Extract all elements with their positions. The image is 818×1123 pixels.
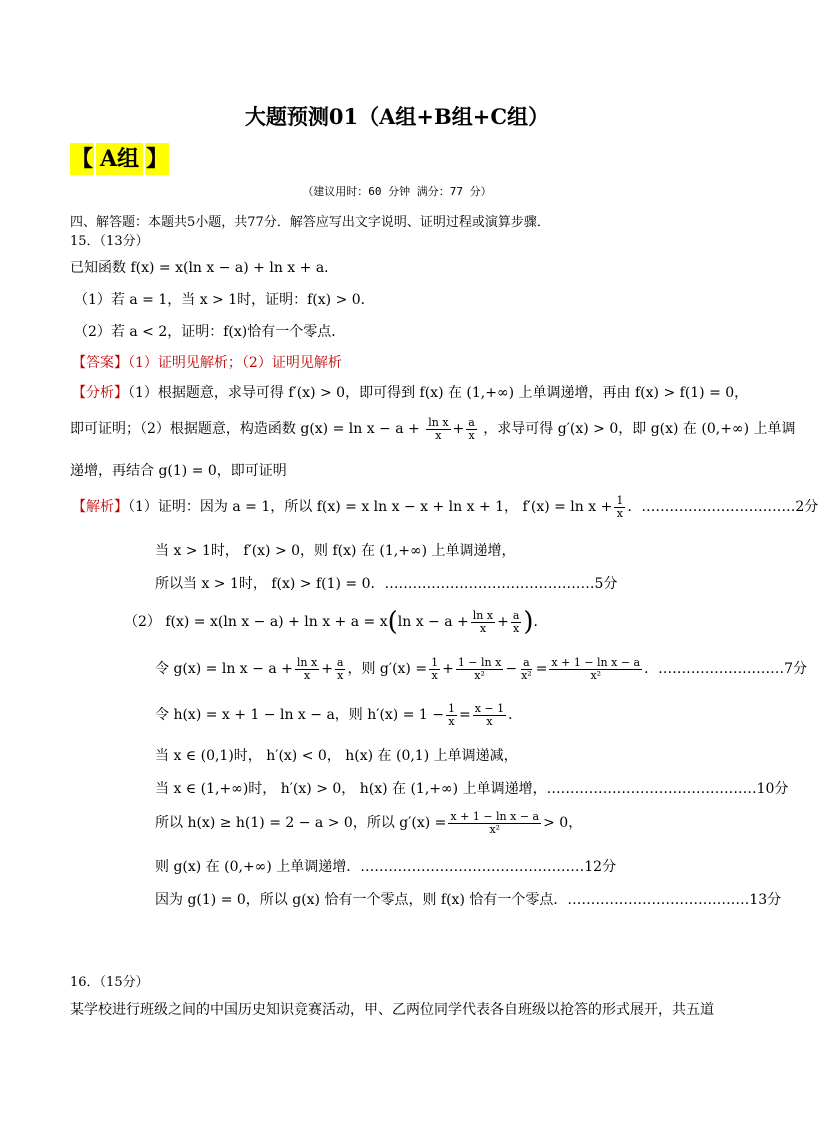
page-title: 大题预测01（A组+B组+C组）	[244, 104, 550, 129]
answer-text: （1）证明见解析；（2）证明见解析	[128, 355, 342, 371]
q16-stem: 某学校进行班级之间的中国历史知识竞赛活动，甲、乙两位同学代表各自班级以抢答的形式展开，共五道	[70, 1002, 714, 1018]
q15-stem: 已知函数 f(x) = x(ln x − a) + ln x + a．	[70, 260, 339, 276]
badge-bracket-right: 】	[145, 143, 169, 175]
group-a-badge	[70, 143, 169, 175]
badge-text: A组	[96, 143, 143, 175]
q15-part2: （2）若 a < 2，证明：f(x)恰有一个零点．	[74, 324, 346, 340]
solution-line-5: 令 g(x) = ln x − a + $\frac{\text{ln x}}{x}$ + $\frac{a}{x}$ ，则 g′(x) = $\frac{1}{x}$ + $\frac{\text{1 − ln x}}{\text{x²}}$ − $\frac{a}{\text{x²}}$ = $\frac{\text{x + 1 − ln x − a}}{\text{x²}}$ ．………………………7分	[155, 655, 808, 682]
analysis-line-2: 即可证明；（2）根据题意，构造函数 g(x) = ln x − a + $\frac{\text{ln x}}{x}$ + $\frac{a}{x}$ ，求导可得 g′(x) > 0，即 g(x) 在 (0,+∞) 上单调	[70, 415, 796, 442]
timing-note: （建议用时：60 分钟 满分：77 分）	[302, 185, 492, 198]
solution-line-1: 【解析】（1）证明：因为 a = 1，所以 f(x) = x ln x − x + ln x + 1， f′(x) = ln x + $\frac{1}{x}$ ．……………………………2分	[72, 493, 818, 520]
q15-part1: （1）若 a = 1，当 x > 1时，证明：f(x) > 0．	[74, 292, 375, 308]
analysis-text-2b: ，求导可得 g′(x) > 0，即 g(x) 在 (0,+∞) 上单调	[483, 421, 796, 437]
fraction: $\frac{a}{x}$	[336, 655, 344, 682]
solution-line-3: 所以当 x > 1时， f(x) > f(1) = 0．………………………………………5分	[155, 576, 618, 592]
solution-line-8: 当 x ∈ (1,+∞)时， h′(x) > 0， h(x) 在 (1,+∞) 上单调递增，………………………………………10分	[155, 781, 789, 797]
answer-line	[72, 352, 342, 372]
fraction: $\frac{\text{ln x}}{x}$	[296, 655, 318, 682]
score-dots: ．………………………7分	[644, 661, 808, 677]
fraction: $\frac{a}{x}$	[468, 415, 475, 442]
solution-line-2: 当 x > 1时， f′(x) > 0，则 f(x) 在 (1,+∞) 上单调递增，	[155, 543, 516, 559]
fraction: $\frac{\text{ln x}}{x}$	[428, 415, 449, 442]
analysis-text-2a: 即可证明；（2）根据题意，构造函数 g(x) = ln x − a +	[70, 421, 420, 437]
fraction: $\frac{\text{ln x}}{x}$	[472, 608, 494, 635]
fraction: $\frac{x - 1}{x}$	[474, 701, 505, 728]
fraction: $\frac{\text{x + 1 − ln x − a}}{\text{x²}}$	[551, 655, 641, 682]
fraction: $\frac{1}{x}$	[447, 701, 455, 728]
section-intro: 四、解答题：本题共5小题，共77分．解答应写出文字说明、证明过程或演算步骤．	[70, 215, 550, 230]
fraction: $\frac{\text{1 − ln x}}{\text{x²}}$	[457, 655, 502, 682]
analysis-line-1	[72, 382, 748, 402]
analysis-line-3: 递增，再结合 g(1) = 0，即可证明	[70, 463, 287, 479]
fraction: $\frac{a}{\text{x²}}$	[521, 655, 532, 682]
analysis-text-1: （1）根据题意，求导可得 f′(x) > 0，即可得到 f(x) 在 (1,+∞) 上单调递增，再由 f(x) > f(1) = 0，	[128, 385, 749, 401]
q15-number: 15．（13分）	[70, 234, 149, 249]
score-dots: ．……………………………2分	[627, 499, 818, 515]
fraction: $\frac{\text{x + 1 − ln x − a}}{\text{x²}}$	[450, 809, 540, 836]
solution-line-6: 令 h(x) = x + 1 − ln x − a，则 h′(x) = 1 − $\frac{1}{x}$ = $\frac{x - 1}{x}$ ．	[155, 701, 523, 728]
solution-line-7: 当 x ∈ (0,1)时， h′(x) < 0， h(x) 在 (0,1) 上单调递减，	[155, 748, 518, 764]
solution-line-10: 则 g(x) 在 (0,+∞) 上单调递增．…………………………………………12分	[155, 859, 617, 875]
solution-line-9: 所以 h(x) ≥ h(1) = 2 − a > 0，所以 g′(x) = $\frac{\text{x + 1 − ln x − a}}{\text{x²}}$ > 0，	[155, 809, 583, 836]
analysis-tag: 【分析】	[72, 385, 128, 401]
fraction: $\frac{1}{x}$	[431, 655, 439, 682]
q16-number: 16．（15分）	[70, 975, 149, 990]
fraction: $\frac{a}{x}$	[512, 608, 520, 635]
solution-tag: 【解析】	[72, 499, 128, 515]
badge-bracket-left: 【	[70, 143, 94, 175]
fraction: $\frac{1}{x}$	[616, 493, 624, 520]
answer-tag: 【答案】	[72, 355, 128, 371]
solution-line-4: （2） f(x) = x(ln x − a) + ln x + a = x(ln x − a + $\frac{\text{ln x}}{x}$ + $\frac{a}{x}$ )．	[124, 607, 548, 637]
solution-line-11: 因为 g(1) = 0，所以 g(x) 恰有一个零点，则 f(x) 恰有一个零点．…………………………………13分	[155, 892, 782, 908]
